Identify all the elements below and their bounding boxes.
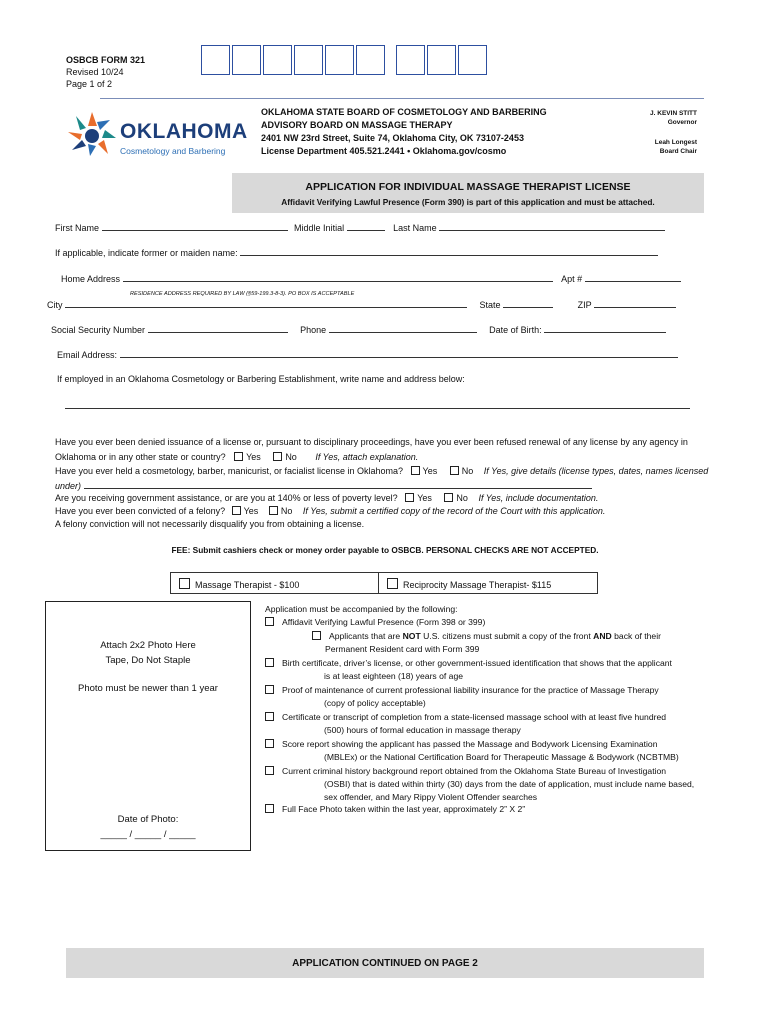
q1-note: If Yes, attach explanation. xyxy=(315,452,419,462)
home-address-field[interactable] xyxy=(123,272,553,282)
q4: Have you ever been convicted of a felony? xyxy=(55,506,226,516)
city-row xyxy=(47,298,676,310)
banner-subtitle: Affidavit Verifying Lawful Presence (Form 390) is part of this application and must be attached. xyxy=(281,197,655,207)
massage-label: Massage Therapist - $100 xyxy=(195,580,300,590)
title-banner xyxy=(232,173,704,213)
office-use-boxes-a xyxy=(201,45,387,75)
req-4-2: (500) hours of formal education in massage therapy xyxy=(324,725,521,735)
req-2-checkbox[interactable] xyxy=(265,658,274,667)
fee-note: FEE: Submit cashiers check or money order payable to OSBCB. PERSONAL CHECKS ARE NOT ACCEPTED. xyxy=(171,545,599,555)
q2-details-field[interactable] xyxy=(84,479,592,489)
req-1a-checkbox[interactable] xyxy=(312,631,321,640)
agency-line1: OKLAHOMA STATE BOARD OF COSMETOLOGY AND BARBERING xyxy=(261,107,547,117)
first-name-label: First Name xyxy=(55,223,100,233)
req-5-2: (MBLEx) or the National Certification Board for Therapeutic Massage & Bodywork (NCBTMB) xyxy=(324,752,679,762)
reciprocity-label: Reciprocity Massage Therapist- $115 xyxy=(403,580,552,590)
req-3-text: Proof of maintenance of current professional liability insurance for the practice of Massage Therapy xyxy=(282,685,659,695)
chair-name: Leah Longest xyxy=(654,139,697,146)
box-cell xyxy=(356,45,385,75)
q1-row xyxy=(55,452,418,462)
apt-field[interactable] xyxy=(585,272,681,282)
q2-no-label: No xyxy=(461,466,474,476)
header-rule xyxy=(100,98,704,99)
middle-initial-field[interactable] xyxy=(347,221,385,231)
employer-field[interactable] xyxy=(65,408,690,409)
q2-yes-checkbox[interactable] xyxy=(411,466,420,475)
box-cell xyxy=(201,45,230,75)
box-cell xyxy=(294,45,323,75)
q4-note: If Yes, submit a certified copy of the record of the Court with this application. xyxy=(302,506,606,516)
email-row xyxy=(57,348,678,360)
q1b: Oklahoma or in any other state or country? xyxy=(55,452,226,462)
req-6 xyxy=(265,765,666,777)
box-cell xyxy=(458,45,487,75)
ssn-field[interactable] xyxy=(148,323,288,333)
req-2 xyxy=(265,657,672,669)
state-label: State xyxy=(479,300,501,310)
massage-checkbox[interactable] xyxy=(179,578,190,589)
req-4 xyxy=(265,711,666,723)
req-7 xyxy=(265,803,525,815)
req-7-checkbox[interactable] xyxy=(265,804,274,813)
req-6-checkbox[interactable] xyxy=(265,766,274,775)
last-name-field[interactable] xyxy=(439,221,665,231)
contact-row xyxy=(51,323,666,335)
req-6-3: sex offender, and Mary Rippy Violent Offender searches xyxy=(324,792,538,802)
req-4-text: Certificate or transcript of completion from a state-licensed massage school with at least five hundred xyxy=(282,712,667,722)
q3: Are you receiving government assistance, or are you at 140% or less of poverty level? xyxy=(55,493,398,503)
form-page: Page 1 of 2 xyxy=(66,79,113,89)
req-5-checkbox[interactable] xyxy=(265,739,274,748)
q4-no-checkbox[interactable] xyxy=(269,506,278,515)
q2-cont: under) xyxy=(55,481,82,491)
q1-yes-label: Yes xyxy=(246,452,261,462)
employed-label: If employed in an Oklahoma Cosmetology or Barbering Establishment, write name and address below: xyxy=(57,374,465,384)
box-cell xyxy=(263,45,292,75)
phone-label: Phone xyxy=(300,325,327,335)
req-1a-post: back of their xyxy=(611,631,661,641)
req-1-checkbox[interactable] xyxy=(265,617,274,626)
city-field[interactable] xyxy=(65,298,467,308)
photo-line1: Attach 2x2 Photo Here xyxy=(100,640,196,651)
req-3 xyxy=(265,684,659,696)
maiden-name-label: If applicable, indicate former or maiden name: xyxy=(55,248,238,258)
photo-line3: Photo must be newer than 1 year xyxy=(78,683,218,694)
q3-note: If Yes, include documentation. xyxy=(478,493,599,503)
req-3-2: (copy of policy acceptable) xyxy=(324,698,426,708)
q1-no-label: No xyxy=(285,452,297,462)
q4-yes-checkbox[interactable] xyxy=(232,506,241,515)
banner-title: APPLICATION FOR INDIVIDUAL MASSAGE THERAPIST LICENSE xyxy=(305,181,631,193)
zip-field[interactable] xyxy=(594,298,676,308)
agency-line4: License Department 405.521.2441 • Oklahoma.gov/cosmo xyxy=(261,146,507,156)
req-1 xyxy=(265,616,485,628)
req-1a-pre: Applicants that are xyxy=(329,631,403,641)
zip-label: ZIP xyxy=(577,300,592,310)
q1-yes-checkbox[interactable] xyxy=(234,452,243,461)
form-revised: Revised 10/24 xyxy=(66,67,124,77)
governor-title: Governor xyxy=(667,119,697,126)
req-1a xyxy=(312,630,661,642)
box-cell xyxy=(325,45,354,75)
box-cell xyxy=(232,45,261,75)
req-3-checkbox[interactable] xyxy=(265,685,274,694)
governor-name: J. KEVIN STITT xyxy=(650,110,697,117)
req-5 xyxy=(265,738,657,750)
photo-line2: Tape, Do Not Staple xyxy=(105,655,191,666)
first-name-field[interactable] xyxy=(102,221,288,231)
city-label: City xyxy=(47,300,63,310)
logo-sub: Cosmetology and Barbering xyxy=(120,146,226,156)
req-4-checkbox[interactable] xyxy=(265,712,274,721)
req-6-2: (OSBI) that is dated within thirty (30) days from the date of application, must include name based, xyxy=(324,779,695,789)
state-field[interactable] xyxy=(503,298,553,308)
photo-box[interactable] xyxy=(45,601,251,851)
q2-cont-row xyxy=(55,479,592,491)
q3-no-checkbox[interactable] xyxy=(444,493,453,502)
logo-name: OKLAHOMA xyxy=(120,120,248,143)
q3-yes-checkbox[interactable] xyxy=(405,493,414,502)
star-burst-icon xyxy=(66,110,118,158)
dob-label: Date of Birth: xyxy=(489,325,542,335)
oklahoma-logo xyxy=(66,110,246,158)
req-6-text: Current criminal history background report obtained from the Oklahoma State Bureau of Investigation xyxy=(282,766,667,776)
agency-line3: 2401 NW 23rd Street, Suite 74, Oklahoma City, OK 73107-2453 xyxy=(261,133,524,143)
req-1a-mid: U.S. citizens must submit a copy of the front xyxy=(420,631,594,641)
email-label: Email Address: xyxy=(57,350,118,360)
photo-date-label: Date of Photo: xyxy=(117,814,179,825)
q2-note: If Yes, give details (license types, dates, names licensed xyxy=(483,466,709,476)
phone-field[interactable] xyxy=(329,323,477,333)
address-row xyxy=(61,272,681,284)
q2-no-checkbox[interactable] xyxy=(450,466,459,475)
box-cell xyxy=(396,45,425,75)
req-2-2: is at least eighteen (18) years of age xyxy=(324,671,464,681)
ssn-label: Social Security Number xyxy=(51,325,146,335)
reciprocity-checkbox[interactable] xyxy=(387,578,398,589)
req-2-text: Birth certificate, driver’s license, or other government-issued identification that shows that the applicant xyxy=(282,658,672,668)
q4-no-label: No xyxy=(280,506,293,516)
req-1a-2: Permanent Resident card with Form 399 xyxy=(325,644,480,654)
photo-date-field[interactable]: _____ / _____ / _____ xyxy=(100,829,196,840)
last-name-label: Last Name xyxy=(393,223,437,233)
q2: Have you ever held a cosmetology, barber, manicurist, or facialist license in Oklahoma? xyxy=(55,466,403,476)
felony-note: A felony conviction will not necessarily disqualify you from obtaining a license. xyxy=(55,519,365,529)
agency-line2: ADVISORY BOARD ON MASSAGE THERAPY xyxy=(261,120,453,130)
maiden-name-field[interactable] xyxy=(240,246,658,256)
q4-row xyxy=(55,506,605,516)
q2-yes-label: Yes xyxy=(422,466,438,476)
q2-row xyxy=(55,466,708,476)
footer-text: APPLICATION CONTINUED ON PAGE 2 xyxy=(292,958,478,969)
email-field[interactable] xyxy=(120,348,678,358)
apt-label: Apt # xyxy=(561,274,583,284)
reciprocity-option[interactable] xyxy=(387,578,551,590)
box-cell xyxy=(427,45,456,75)
massage-option[interactable] xyxy=(179,578,299,590)
maiden-row xyxy=(55,246,658,258)
q4-yes-label: Yes xyxy=(243,506,259,516)
middle-initial-label: Middle Initial xyxy=(294,223,345,233)
option-divider xyxy=(378,573,379,593)
q3-no-label: No xyxy=(456,493,468,503)
req-1-text: Affidavit Verifying Lawful Presence (Form 398 or 399) xyxy=(282,617,486,627)
q1a: Have you ever been denied issuance of a license or, pursuant to disciplinary proceedings, have you ever been refused renewal of any license by any agency in xyxy=(55,437,688,447)
dob-field[interactable] xyxy=(544,323,666,333)
req-5-text: Score report showing the applicant has passed the Massage and Bodywork Licensing Examination xyxy=(282,739,658,749)
req-1a-bold2: AND xyxy=(593,631,612,641)
q3-row xyxy=(55,493,598,503)
chair-title: Board Chair xyxy=(659,148,697,155)
req-7-text: Full Face Photo taken within the last year, approximately 2” X 2” xyxy=(282,804,526,814)
license-type-box xyxy=(170,572,598,594)
form-number: OSBCB FORM 321 xyxy=(66,55,146,65)
home-address-label: Home Address xyxy=(61,274,121,284)
name-row xyxy=(55,221,665,233)
office-use-boxes-b xyxy=(396,45,489,75)
q1-no-checkbox[interactable] xyxy=(273,452,282,461)
req-header: Application must be accompanied by the following: xyxy=(265,604,458,614)
q3-yes-label: Yes xyxy=(417,493,432,503)
residence-note: RESIDENCE ADDRESS REQUIRED BY LAW (§59-199.3-8-3). PO BOX IS ACCEPTABLE xyxy=(130,291,355,297)
req-1a-bold: NOT xyxy=(402,631,421,641)
